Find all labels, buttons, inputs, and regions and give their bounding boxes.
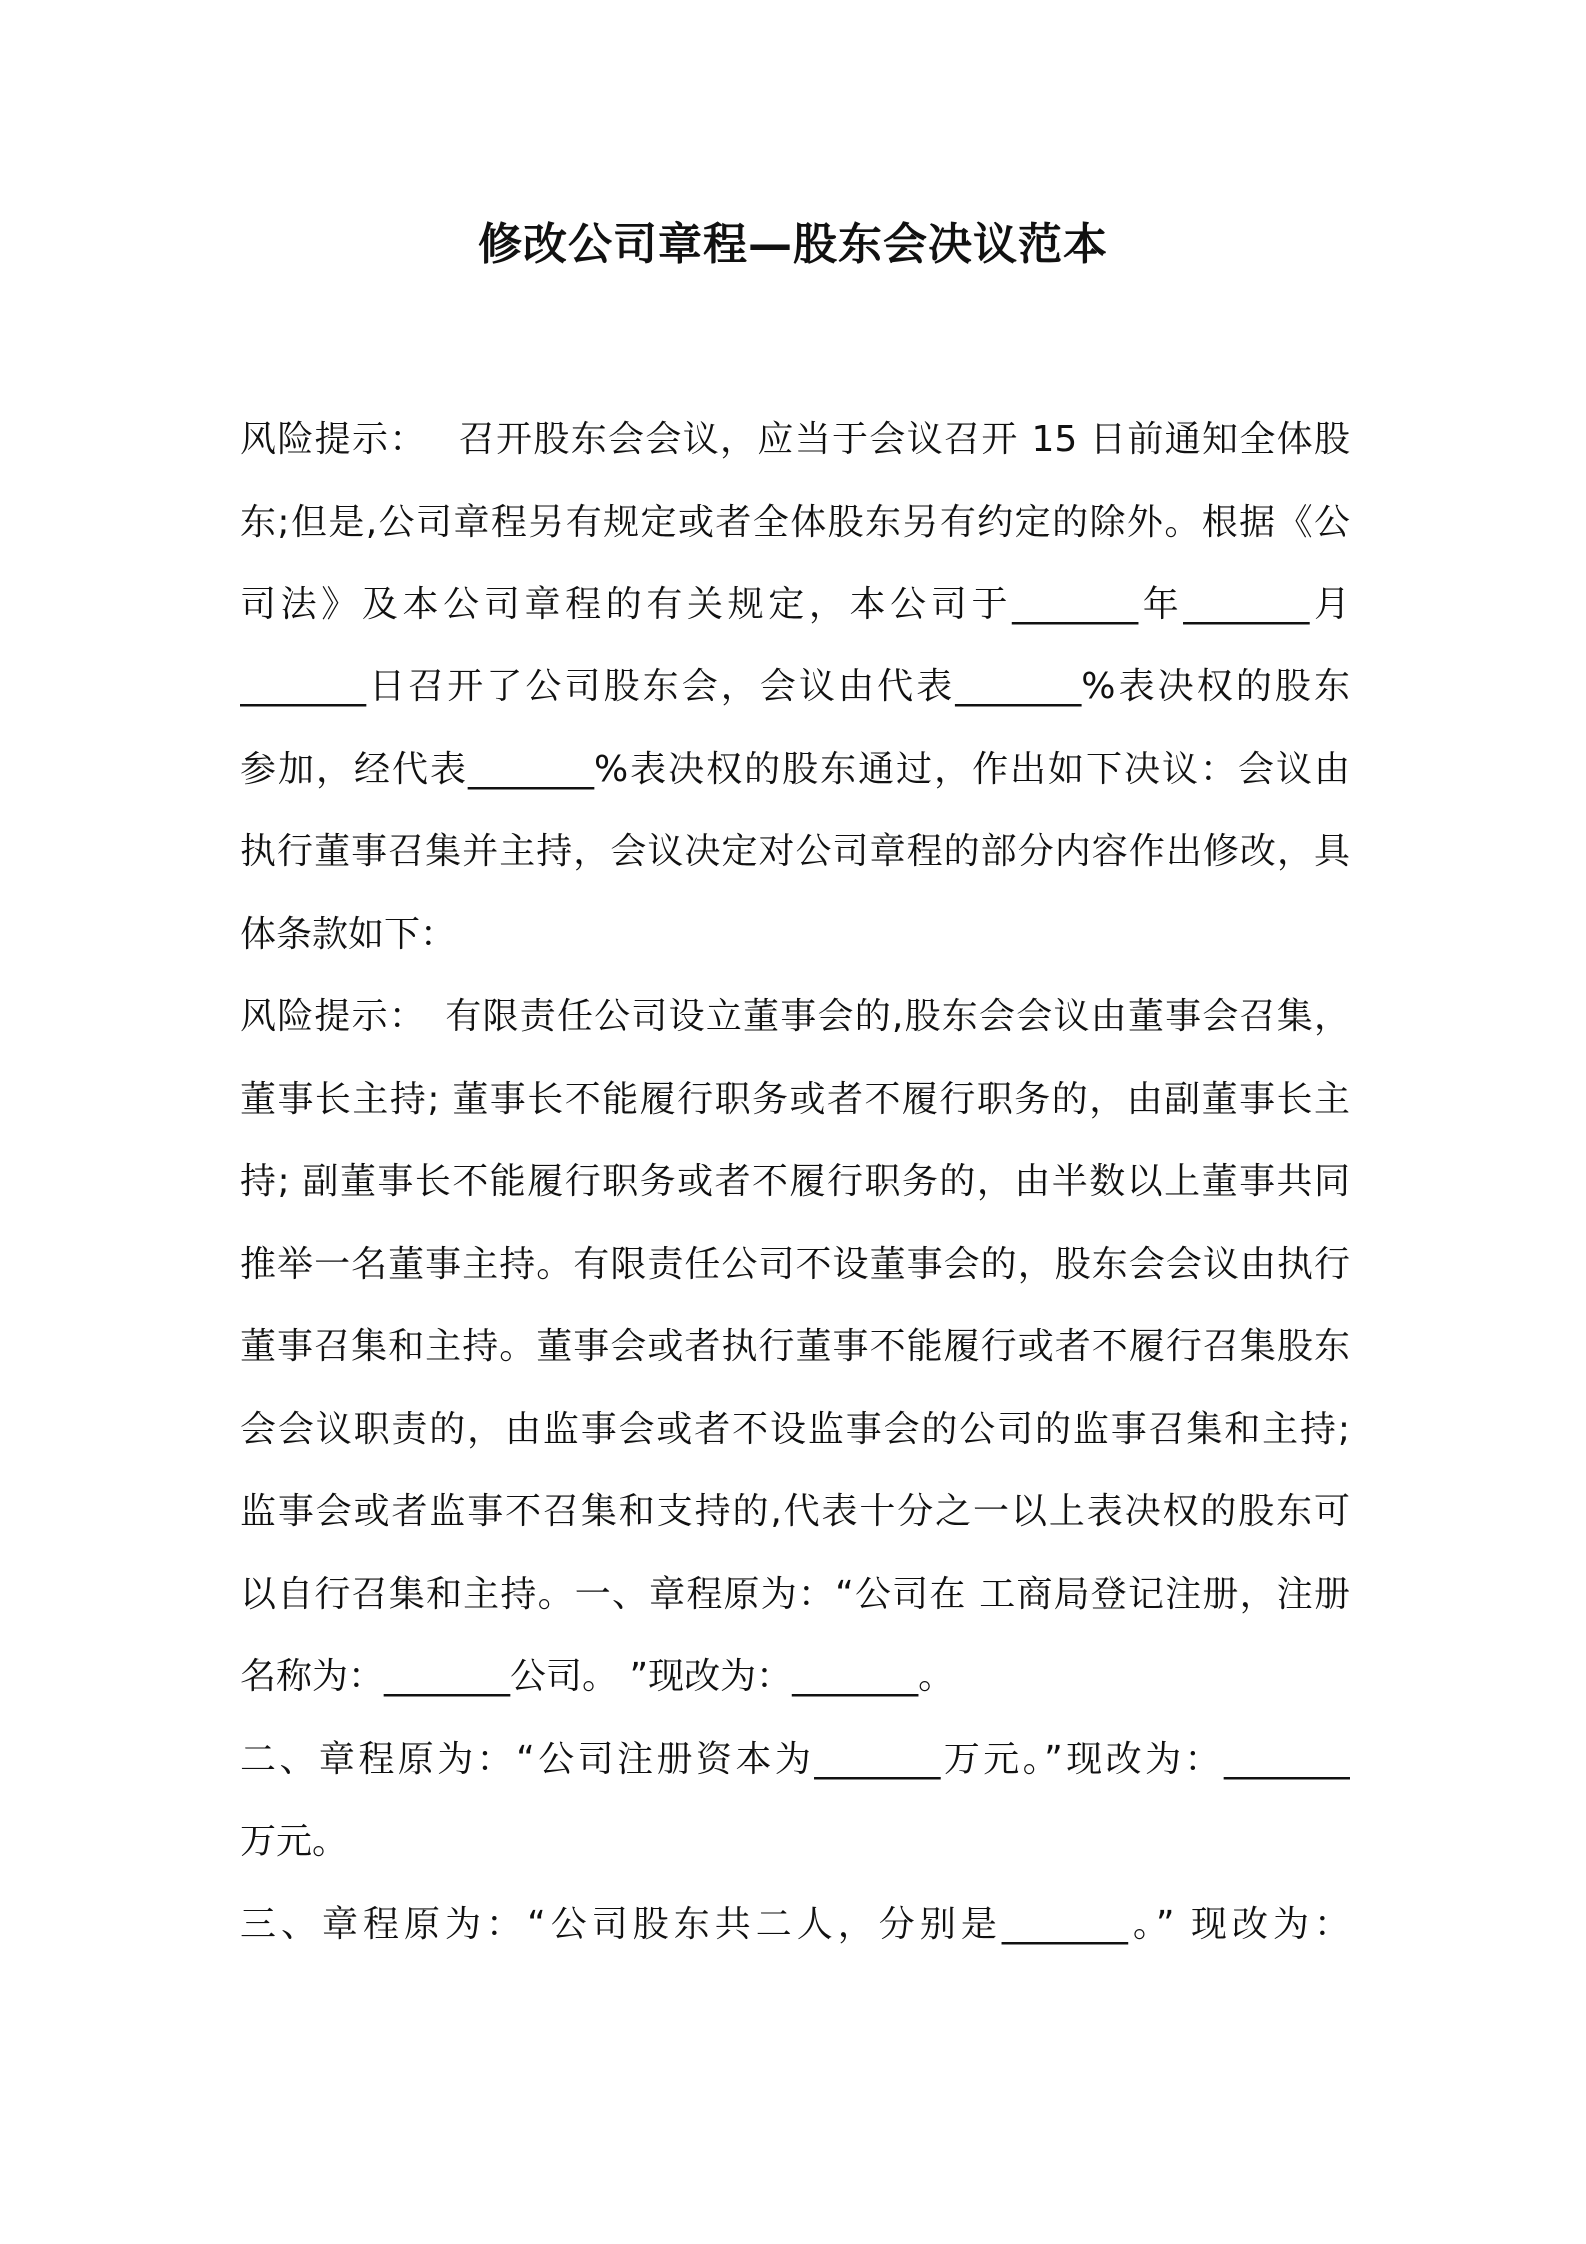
paragraph-line: 司法》及本公司章程的有关规定，本公司于_______年_______月 [240,584,1350,625]
paragraph-line: 执行董事召集并主持，会议决定对公司章程的部分内容作出修改，具 [240,831,1350,872]
paragraph-line: 万元。 [240,1821,349,1862]
paragraph-line: 名称为：_______公司。 ”现改为：_______。 [240,1656,955,1697]
paragraph-line: 董事长主持; 董事长不能履行职务或者不履行职务的，由副董事长主 [240,1079,1350,1120]
paragraph-line: 以自行召集和主持。一、章程原为：“公司在 工商局登记注册，注册 [240,1574,1350,1615]
paragraph-line: 董事召集和主持。董事会或者执行董事不能履行或者不履行召集股东 [240,1326,1350,1367]
paragraph-line: 风险提示： 召开股东会会议，应当于会议召开 15 日前通知全体股 [240,419,1350,460]
paragraph-line: 监事会或者监事不召集和支持的,代表十分之一以上表决权的股东可 [240,1491,1350,1532]
paragraph-line: 会会议职责的，由监事会或者不设监事会的公司的监事召集和主持; [240,1409,1350,1450]
paragraph-line: 东;但是,公司章程另有规定或者全体股东另有约定的除外。根据《公 [240,502,1350,543]
paragraph-line: 体条款如下： [240,914,457,955]
paragraph-line: 三、章程原为：“公司股东共二人，分别是_______。” 现改为： [240,1904,1350,1945]
paragraph-line: _______日召开了公司股东会，会议由代表_______%表决权的股东 [240,666,1350,707]
paragraph-line: 二、章程原为：“公司注册资本为_______万元。”现改为：_______ [240,1739,1350,1780]
document-title: 修改公司章程—股东会决议范本 [478,219,1108,270]
paragraph-line: 持; 副董事长不能履行职务或者不履行职务的，由半数以上董事共同 [240,1161,1350,1202]
paragraph-line: 风险提示： 有限责任公司设立董事会的,股东会会议由董事会召集， [240,996,1350,1037]
paragraph-line: 推举一名董事主持。有限责任公司不设董事会的，股东会会议由执行 [240,1244,1350,1285]
paragraph-line: 参加，经代表_______%表决权的股东通过，作出如下决议：会议由 [240,749,1350,790]
